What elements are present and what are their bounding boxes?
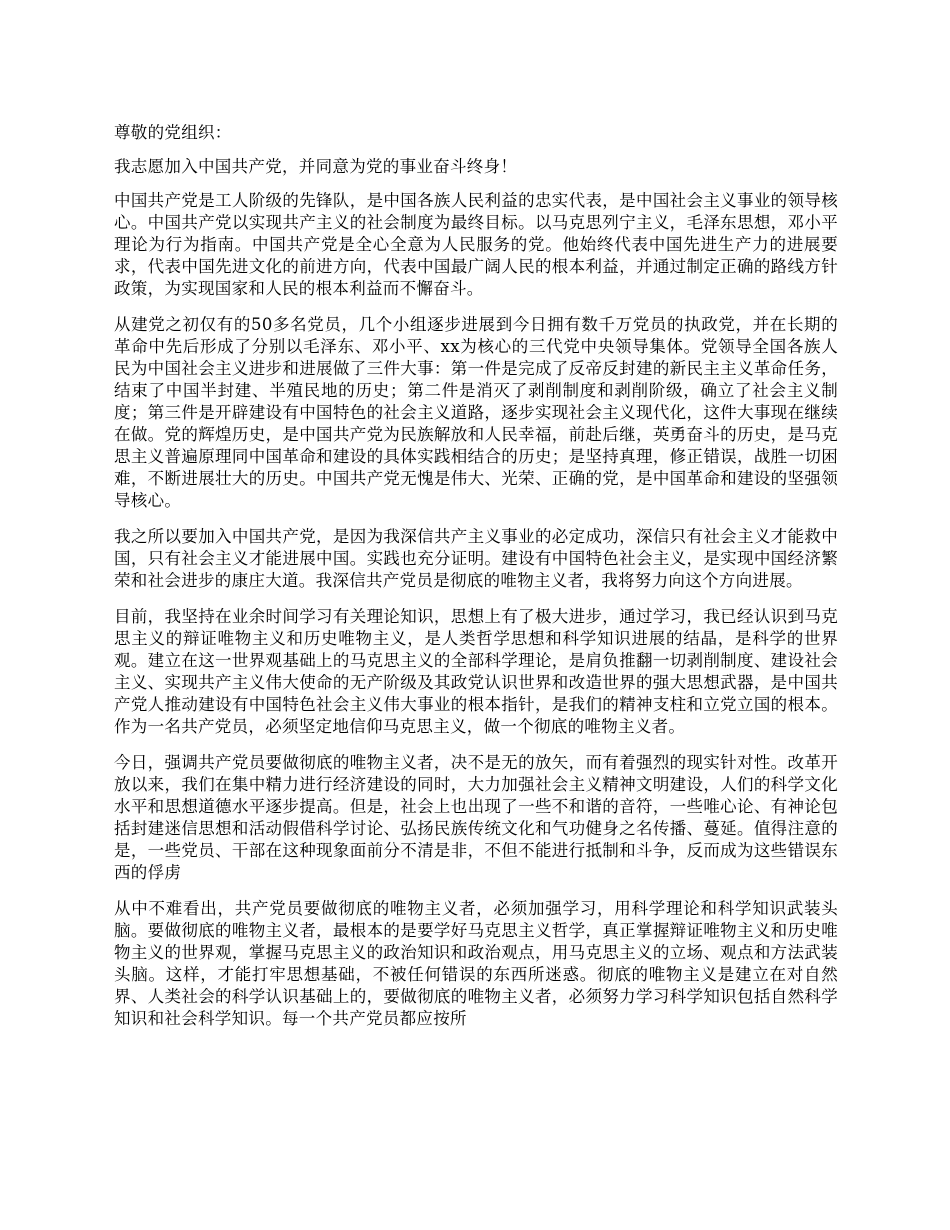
salutation: 尊敬的党组织： — [114, 123, 232, 142]
paragraph-party-nature: 中国共产党是工人阶级的先锋队，是中国各族人民利益的忠实代表，是中国社会主义事业的领导核心。中国共产党以实现共产主义的社会制度为最终目标。以马克思列宁主义，毛泽东思想，邓小平理论为行为指南。中国共产党是全心全意为人民服务的党。他始终代表中国先进生产力的进展要求，代表中国先进文化的前进方向，代表中国最广阔人民的根本利益，并通过制定正确的路线方针政策，为实现国家和人民的根本利益而不懈奋斗。 — [114, 191, 838, 298]
paragraph-current-situation: 今日，强调共产党员要做彻底的唯物主义者，决不是无的放矢，而有着强烈的现实针对性。改革开放以来，我们在集中精力进行经济建设的同时，大力加强社会主义精神文明建设，人们的科学文化水平和思想道德水平逐步提高。但是，社会上也出现了一些不和谐的音符，一些唯心论、有神论包括封建迷信思想和活动假借科学讨论、弘扬民族传统文化和气功健身之名传播、蔓延。值得注意的是，一些党员、干部在这种现象面前分不清是非，不但不能进行抵制和斗争，反而成为这些错误东西的俘虏 — [114, 753, 838, 882]
paragraph-party-history: 从建党之初仅有的50多名党员，几个小组逐步进展到今日拥有数千万党员的执政党，并在长期的革命中先后形成了分别以毛泽东、邓小平、xx为核心的三代党中央领导集体。党领导全国各族人民为中国社会主义进步和进展做了三件大事：第一件是完成了反帝反封建的新民主主义革命任务，结束了中国半封建、半殖民地的历史；第二件是消灭了剥削制度和剥削阶级，确立了社会主义制度；第三件是开辟建设有中国特色的社会主义道路，逐步实现社会主义现代化，这件大事现在继续在做。党的辉煌历史，是中国共产党为民族解放和人民幸福，前赴后继，英勇奋斗的历史，是马克思主义普遍原理同中国革命和建设的具体实践相结合的历史；是坚持真理，修正错误，战胜一切困难，不断进展壮大的历史。中国共产党无愧是伟大、光荣、正确的党，是中国革命和建设的坚强领导核心。 — [114, 315, 838, 510]
paragraph-pledge: 我志愿加入中国共产党，并同意为党的事业奋斗终身！ — [114, 157, 518, 176]
paragraph-motivation: 我之所以要加入中国共产党，是因为我深信共产主义事业的必定成功，深信只有社会主义才能救中国，只有社会主义才能进展中国。实践也充分证明。建设有中国特色社会主义，是实现中国经济繁荣和社会进步的康庄大道。我深信共产党员是彻底的唯物主义者，我将努力向这个方向进展。 — [114, 527, 838, 590]
paragraph-conclusion: 从中不难看出，共产党员要做彻底的唯物主义者，必须加强学习，用科学理论和科学知识武装头脑。要做彻底的唯物主义者，最根本的是要学好马克思主义哲学，真正掌握辩证唯物主义和历史唯物主义的世界观，掌握马克思主义的政治知识和政治观点，用马克思主义的立场、观点和方法武装头脑。这样，才能打牢思想基础，不被任何错误的东西所迷惑。彻底的唯物主义是建立在对自然界、人类社会的科学认识基础上的，要做彻底的唯物主义者，必须努力学习科学知识包括自然科学知识和社会科学知识。每一个共产党员都应按所 — [114, 899, 838, 1028]
paragraph-study: 目前，我坚持在业余时间学习有关理论知识，思想上有了极大进步，通过学习，我已经认识到马克思主义的辩证唯物主义和历史唯物主义，是人类哲学思想和科学知识进展的结晶，是科学的世界观。建立在这一世界观基础上的马克思主义的全部科学理论，是肩负推翻一切剥削制度、建设社会主义、实现共产主义伟大使命的无产阶级及其政党认识世界和改造世界的强大思想武器，是中国共产党人推动建设有中国特色社会主义伟大事业的根本指针，是我们的精神支柱和立党立国的根本。作为一名共产党员，必须坚定地信仰马克思主义，做一个彻底的唯物主义者。 — [114, 607, 838, 736]
document-page — [114, 122, 838, 1044]
